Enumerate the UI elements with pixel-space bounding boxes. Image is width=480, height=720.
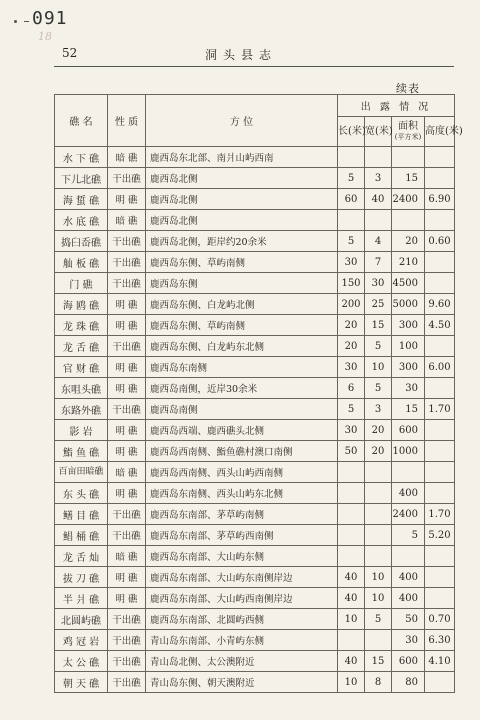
reef-height-cell: 5.20 [425,525,455,546]
table-row [55,630,455,651]
column-name: 礁 名 [55,95,108,147]
reef-nature-cell: 干出礁 [108,630,146,651]
table-row [55,525,455,546]
reef-height-cell [425,441,455,462]
reef-width-cell: 3 [365,168,392,189]
reef-area-cell: 300 [392,315,425,336]
stamp-ghost-number: 18 [38,30,52,43]
table-row [55,168,455,189]
reef-length-cell [338,630,365,651]
reef-height-cell: 1.70 [425,504,455,525]
reef-name-cell: 龙 舌 灿 [55,546,108,567]
reef-area-cell: 15 [392,399,425,420]
reef-location-cell: 青山岛东南部、小青屿东侧 [146,630,338,651]
reef-name-cell: 鮨 鱼 礁 [55,441,108,462]
reef-length-cell: 30 [338,420,365,441]
reef-area-cell: 400 [392,567,425,588]
reef-location-cell: 鹿西岛东南部、大山屿东侧 [146,546,338,567]
reef-length-cell: 5 [338,399,365,420]
reef-length-cell: 30 [338,252,365,273]
reef-width-cell [365,462,392,483]
stamp-dot [14,20,17,23]
reef-nature-cell: 干出礁 [108,525,146,546]
reef-length-cell: 5 [338,168,365,189]
stamp-number: 091 [32,8,68,29]
stamp-dash [24,21,29,22]
reef-width-cell: 30 [365,273,392,294]
reef-location-cell: 鹿西岛北侧 [146,168,338,189]
reef-nature-cell: 暗 礁 [108,546,146,567]
reef-name-cell: 水 下 礁 [55,147,108,168]
table-row [55,189,455,210]
column-group-exposure: 出 露 情 况 [338,95,455,117]
reef-width-cell [365,630,392,651]
reef-height-cell [425,567,455,588]
table-row [55,357,455,378]
reef-nature-cell: 干出礁 [108,273,146,294]
reef-nature-cell: 干出礁 [108,231,146,252]
reef-length-cell: 50 [338,441,365,462]
reef-height-cell [425,672,455,693]
reef-width-cell [365,483,392,504]
reef-height-cell [425,546,455,567]
reef-location-cell: 鹿西岛东南部、大山屿东南侧岸边 [146,567,338,588]
reef-nature-cell: 干出礁 [108,504,146,525]
reef-nature-cell: 暗 礁 [108,210,146,231]
reef-location-cell: 鹿西岛南侧，近岸30余米 [146,378,338,399]
reef-area-cell [392,147,425,168]
reef-height-cell: 1.70 [425,399,455,420]
reef-length-cell: 20 [338,315,365,336]
reef-area-cell: 300 [392,357,425,378]
page-number: 52 [62,46,78,60]
table-body [55,147,455,693]
reef-length-cell: 10 [338,672,365,693]
reef-location-cell: 鹿西岛东侧 [146,273,338,294]
reef-height-cell [425,252,455,273]
table-row [55,273,455,294]
reef-height-cell: 4.50 [425,315,455,336]
reef-width-cell [365,504,392,525]
reef-location-cell: 青山岛东侧、朝天澳附近 [146,672,338,693]
reef-length-cell: 20 [338,336,365,357]
table-row [55,378,455,399]
reef-area-cell [392,546,425,567]
reef-name-cell: 东 头 礁 [55,483,108,504]
column-height: 高度(米) [425,117,455,147]
reef-width-cell: 10 [365,357,392,378]
reef-length-cell: 40 [338,588,365,609]
column-area-label: 面积 [398,120,418,132]
reef-nature-cell: 干出礁 [108,651,146,672]
reef-width-cell [365,546,392,567]
reef-nature-cell: 干出礁 [108,609,146,630]
reef-nature-cell: 明 礁 [108,189,146,210]
reef-area-cell: 50 [392,609,425,630]
reef-area-cell: 210 [392,252,425,273]
reef-location-cell: 鹿西岛东侧、草屿南侧 [146,315,338,336]
reef-location-cell: 鹿西岛西南侧、鮨鱼礁村澳口南侧 [146,441,338,462]
column-area-unit: (平方米) [394,132,422,141]
reef-name-cell: 龙 舌 礁 [55,336,108,357]
header-rule [54,66,454,67]
reef-location-cell: 青山岛北侧、太公澳附近 [146,651,338,672]
reef-name-cell: 半 爿 礁 [55,588,108,609]
reef-location-cell: 鹿西岛北侧 [146,189,338,210]
reef-location-cell: 鹿西岛东南侧、西头山屿东北侧 [146,483,338,504]
reef-name-cell: 门 礁 [55,273,108,294]
reef-nature-cell: 明 礁 [108,378,146,399]
reef-width-cell [365,210,392,231]
reef-length-cell [338,483,365,504]
reef-width-cell: 5 [365,609,392,630]
table-row [55,567,455,588]
reef-location-cell: 鹿西岛东侧、白龙屿北侧 [146,294,338,315]
reef-height-cell: 0.60 [425,231,455,252]
reef-area-cell: 5000 [392,294,425,315]
reef-nature-cell: 明 礁 [108,294,146,315]
reef-width-cell: 20 [365,420,392,441]
reef-location-cell: 鹿西岛北侧，距岸约20余米 [146,231,338,252]
reef-width-cell [365,525,392,546]
reef-area-cell: 400 [392,483,425,504]
reef-width-cell: 8 [365,672,392,693]
column-width: 宽(米) [365,117,392,147]
reef-location-cell: 鹿西岛南侧 [146,399,338,420]
reef-name-cell: 海 鸥 礁 [55,294,108,315]
reef-length-cell [338,525,365,546]
reef-length-cell: 150 [338,273,365,294]
reef-height-cell: 6.30 [425,630,455,651]
reef-area-cell: 5 [392,525,425,546]
reef-name-cell: 下儿北礁 [55,168,108,189]
reef-area-cell [392,210,425,231]
reef-location-cell: 鹿西岛东南部、北圆屿西侧 [146,609,338,630]
reef-width-cell: 20 [365,441,392,462]
reef-nature-cell: 暗 礁 [108,462,146,483]
reef-location-cell: 鹿西岛东北部、南爿山屿西南 [146,147,338,168]
table-row [55,231,455,252]
reef-area-cell: 600 [392,420,425,441]
reef-nature-cell: 明 礁 [108,567,146,588]
reef-length-cell: 60 [338,189,365,210]
reef-name-cell: 拔 刀 礁 [55,567,108,588]
reef-location-cell: 鹿西岛东侧、白龙屿东北侧 [146,336,338,357]
reef-location-cell: 鹿西岛东南部、茅草屿西南侧 [146,525,338,546]
reef-area-cell [392,462,425,483]
reef-length-cell: 40 [338,567,365,588]
reef-name-cell: 官 财 礁 [55,357,108,378]
reef-height-cell: 9.60 [425,294,455,315]
reef-nature-cell: 明 礁 [108,420,146,441]
reef-height-cell: 6.00 [425,357,455,378]
reef-width-cell: 40 [365,189,392,210]
reef-name-cell: 鸡 冠 岩 [55,630,108,651]
reef-area-cell: 2400 [392,504,425,525]
table-row [55,462,455,483]
reef-name-cell: 北圆屿礁 [55,609,108,630]
reef-length-cell [338,147,365,168]
reef-height-cell: 0.70 [425,609,455,630]
reef-name-cell: 百亩田暗礁 [55,462,108,483]
reef-height-cell: 6.90 [425,189,455,210]
table-row [55,210,455,231]
reef-name-cell: 水 底 礁 [55,210,108,231]
reef-height-cell [425,273,455,294]
reef-length-cell: 10 [338,609,365,630]
reef-nature-cell: 干出礁 [108,399,146,420]
reef-area-cell: 600 [392,651,425,672]
reef-location-cell: 鹿西岛北侧 [146,210,338,231]
reef-area-cell: 1000 [392,441,425,462]
reef-name-cell: 捣臼岙礁 [55,231,108,252]
reef-nature-cell: 明 礁 [108,483,146,504]
reef-height-cell [425,420,455,441]
reef-name-cell: 鳝 目 礁 [55,504,108,525]
table-row [55,609,455,630]
reef-location-cell: 鹿西岛西南侧、西头山屿西南侧 [146,462,338,483]
reef-name-cell: 东路外礁 [55,399,108,420]
reef-area-cell: 80 [392,672,425,693]
reef-length-cell [338,504,365,525]
reef-name-cell: 龙 珠 礁 [55,315,108,336]
table-row [55,546,455,567]
reef-nature-cell: 明 礁 [108,588,146,609]
table-row [55,399,455,420]
reef-nature-cell: 干出礁 [108,336,146,357]
table-row [55,651,455,672]
book-title: 洞头县志 [205,48,278,62]
reef-area-cell: 4500 [392,273,425,294]
reef-length-cell [338,462,365,483]
reef-width-cell: 10 [365,567,392,588]
table-row [55,252,455,273]
reef-width-cell: 7 [365,252,392,273]
table-row [55,504,455,525]
reef-width-cell: 15 [365,315,392,336]
reef-width-cell: 25 [365,294,392,315]
reef-name-cell: 鲳 桶 礁 [55,525,108,546]
continued-label: 续表 [396,82,420,95]
reef-height-cell [425,168,455,189]
table-row [55,672,455,693]
reef-length-cell [338,546,365,567]
table-row [55,420,455,441]
reef-width-cell: 5 [365,336,392,357]
reef-nature-cell: 暗 礁 [108,147,146,168]
reef-area-cell: 30 [392,378,425,399]
reef-width-cell: 4 [365,231,392,252]
reef-length-cell: 6 [338,378,365,399]
reef-name-cell: 影 岩 [55,420,108,441]
reef-length-cell: 40 [338,651,365,672]
reef-nature-cell: 明 礁 [108,315,146,336]
reef-name-cell: 舢 板 礁 [55,252,108,273]
reef-location-cell: 鹿西岛西端、鹿西礁头北侧 [146,420,338,441]
table-header [55,95,463,147]
reef-height-cell [425,210,455,231]
reef-name-cell: 东咀头礁 [55,378,108,399]
column-area [392,117,425,147]
reef-height-cell [425,483,455,504]
table-row [55,147,455,168]
reef-width-cell [365,147,392,168]
reef-location-cell: 鹿西岛东南部、茅草屿南侧 [146,504,338,525]
column-location: 方 位 [146,95,338,147]
reef-area-cell: 20 [392,231,425,252]
table-row [55,441,455,462]
reef-area-cell: 100 [392,336,425,357]
reef-height-cell [425,462,455,483]
reef-height-cell: 4.10 [425,651,455,672]
reef-length-cell: 5 [338,231,365,252]
reef-nature-cell: 干出礁 [108,672,146,693]
reef-height-cell [425,336,455,357]
reef-width-cell: 10 [365,588,392,609]
column-nature: 性 质 [108,95,146,147]
reef-location-cell: 鹿西岛东侧、草屿南侧 [146,252,338,273]
reef-name-cell: 海 蜇 礁 [55,189,108,210]
reef-location-cell: 鹿西岛东南部、大山屿西南侧岸边 [146,588,338,609]
reef-width-cell: 3 [365,399,392,420]
table-row [55,483,455,504]
reef-location-cell: 鹿西岛东南侧 [146,357,338,378]
reef-length-cell [338,210,365,231]
reef-width-cell: 5 [365,378,392,399]
reef-area-cell: 2400 [392,189,425,210]
table-row [55,294,455,315]
column-length: 长(米) [338,117,365,147]
reef-nature-cell: 明 礁 [108,441,146,462]
reef-nature-cell: 明 礁 [108,357,146,378]
reef-area-cell: 15 [392,168,425,189]
reef-name-cell: 太 公 礁 [55,651,108,672]
reef-area-cell: 30 [392,630,425,651]
table-row [55,336,455,357]
table-row [55,315,455,336]
reef-height-cell [425,588,455,609]
reef-nature-cell: 干出礁 [108,168,146,189]
reef-height-cell [425,378,455,399]
reef-name-cell: 朝 天 礁 [55,672,108,693]
reef-length-cell: 30 [338,357,365,378]
reef-height-cell [425,147,455,168]
table-row [55,588,455,609]
archive-stamp [6,8,76,48]
reef-width-cell: 15 [365,651,392,672]
reef-length-cell: 200 [338,294,365,315]
reef-nature-cell: 干出礁 [108,252,146,273]
reef-table [54,94,463,693]
reef-area-cell: 400 [392,588,425,609]
